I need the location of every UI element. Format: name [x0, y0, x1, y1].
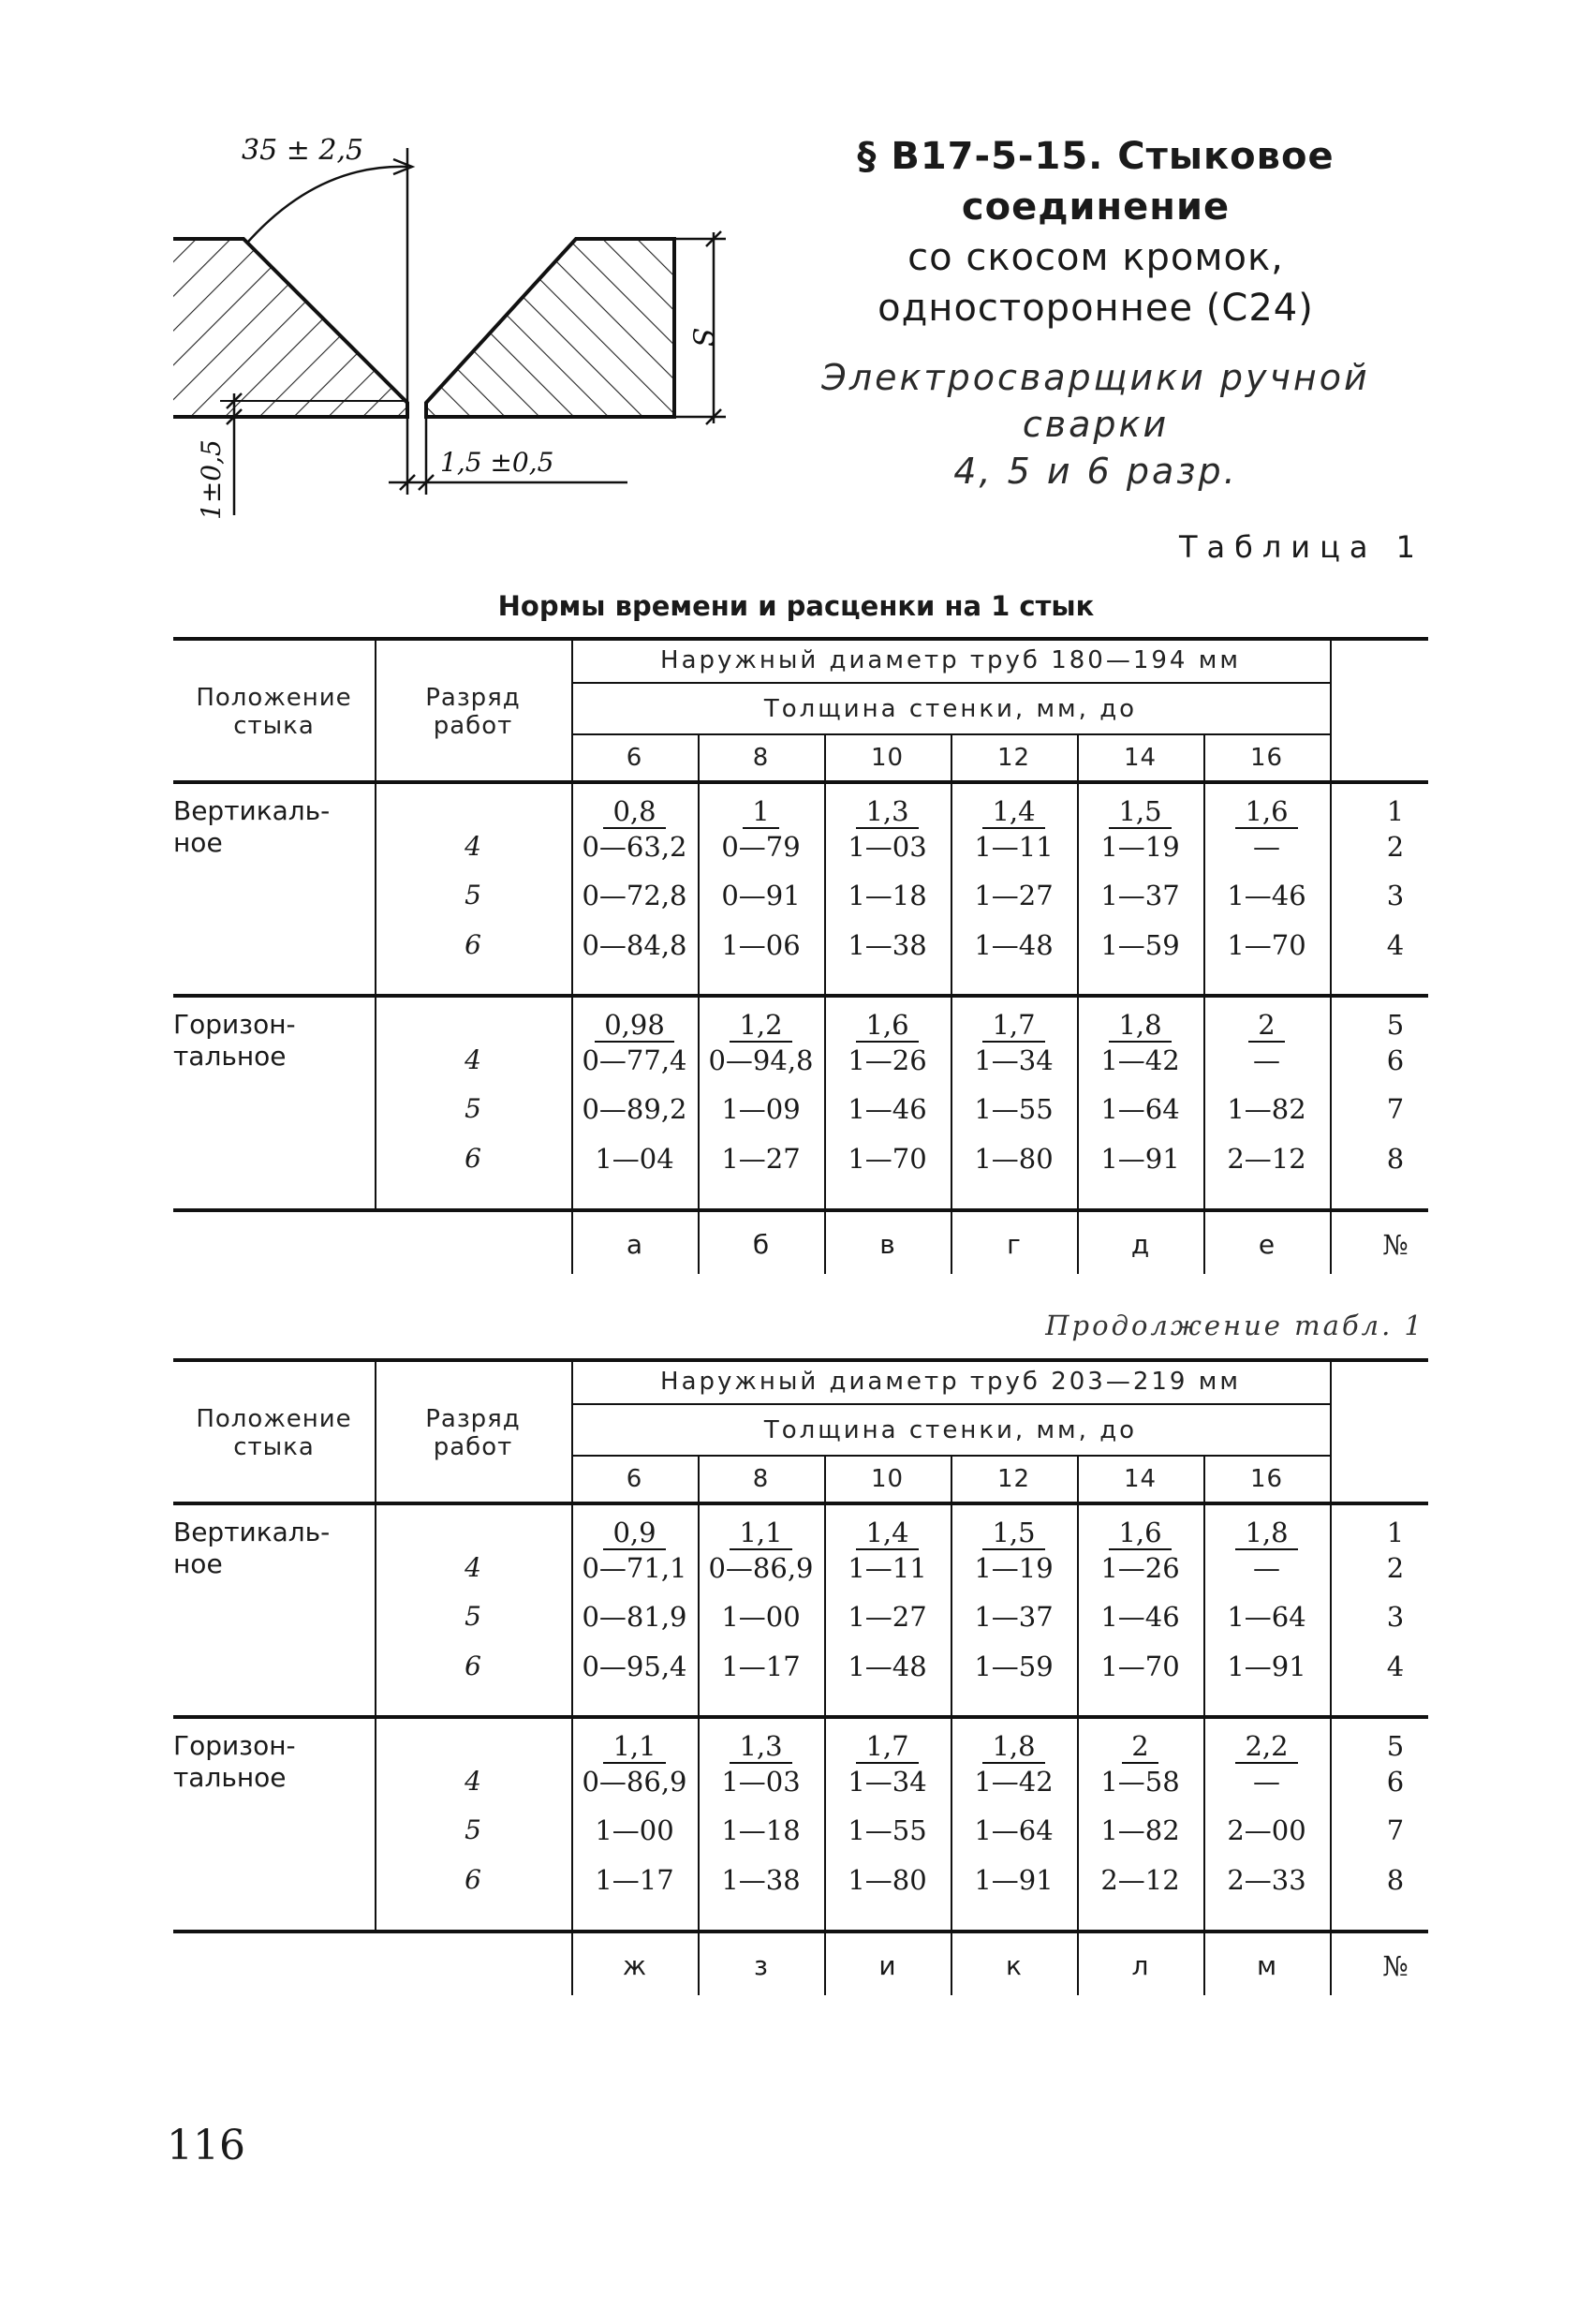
grade-value: 5 [465, 880, 481, 910]
rate-value: 2—33 [1227, 1864, 1306, 1896]
heading-line-3: одностороннее (С24) [878, 287, 1314, 330]
rate-value: 1—18 [721, 1814, 801, 1846]
rate-value: 1—82 [1227, 1093, 1306, 1125]
grade-value: 4 [465, 1044, 481, 1075]
table-label: Таблица 1 [1178, 529, 1424, 565]
rate-value: 1—17 [721, 1650, 801, 1682]
gap-dim-label: 1,5 ±0,5 [440, 447, 554, 478]
norm-time: 0,9 [571, 1517, 698, 1550]
rule-top [173, 637, 1428, 641]
norm-time: 1,5 [1077, 795, 1203, 829]
rate-value: 1—70 [1100, 1650, 1180, 1682]
norm-time: 0,8 [571, 795, 698, 829]
rate-value: 0—86,9 [708, 1552, 814, 1584]
header-position: Положение стыка [196, 684, 352, 740]
rate-value: 1—26 [848, 1044, 927, 1076]
norm-time: 1,1 [571, 1730, 698, 1764]
heading-line-1: § В17-5-15. Стыковое соединение [857, 135, 1335, 229]
thickness-10: 10 [870, 744, 905, 772]
norm-time: 1,1 [698, 1517, 824, 1550]
row-number: 5 [1386, 1730, 1405, 1762]
row-number: 3 [1386, 880, 1405, 911]
rate-value: 0—84,8 [582, 929, 687, 961]
header-grade: Разряд работ [425, 1405, 521, 1461]
rate-value: 1—34 [848, 1766, 927, 1798]
grade-value: 4 [465, 831, 481, 862]
rate-value: 1—04 [595, 1143, 674, 1175]
grade-value: 6 [465, 1650, 481, 1681]
rate-value: 1—34 [974, 1044, 1054, 1076]
thickness-16: 16 [1249, 744, 1284, 772]
rate-value: 0—91 [721, 880, 801, 911]
column-letter: д [1130, 1229, 1150, 1260]
rate-value: 1—19 [1100, 831, 1180, 863]
header-thickness: Толщина стенки, мм, до [763, 1416, 1138, 1444]
row-number: 8 [1386, 1143, 1405, 1175]
column-letter: в [879, 1229, 895, 1260]
rate-value: 1—06 [721, 929, 801, 961]
rate-value: 0—95,4 [582, 1650, 687, 1682]
norm-time: 0,98 [571, 1009, 698, 1043]
thickness-12: 12 [996, 1465, 1031, 1493]
continuation-label: Продолжение табл. 1 [1045, 1310, 1424, 1341]
thickness-8: 8 [752, 744, 770, 772]
header-diameter: Наружный диаметр труб 203—219 мм [660, 1368, 1241, 1396]
norm-time: 2,2 [1203, 1730, 1330, 1764]
row-number: 4 [1386, 1650, 1405, 1682]
rate-value: 1—46 [1227, 880, 1306, 911]
row-number: 3 [1386, 1601, 1405, 1633]
rate-value: 2—12 [1100, 1864, 1180, 1896]
rate-value: 1—91 [1100, 1143, 1180, 1175]
rate-value: 1—37 [1100, 880, 1180, 911]
right-plate [426, 239, 674, 417]
norm-time: 1 [698, 795, 824, 829]
norm-time: 1,8 [1203, 1517, 1330, 1550]
header-thickness: Толщина стенки, мм, до [763, 695, 1138, 723]
rate-value: 0—71,1 [582, 1552, 687, 1584]
rate-value: 1—11 [974, 831, 1054, 863]
rate-value: 1—80 [848, 1864, 927, 1896]
angle-dim-label: 35 ± 2,5 [242, 134, 364, 167]
grade-value: 5 [465, 1814, 481, 1845]
thickness-14: 14 [1123, 1465, 1158, 1493]
rate-value: 1—64 [1227, 1601, 1306, 1633]
norm-time: 1,6 [1203, 795, 1330, 829]
rate-value: 1—64 [1100, 1093, 1180, 1125]
heading-line-2: со скосом кромок, [907, 236, 1284, 279]
rule-header-bottom [173, 780, 1428, 784]
norm-time: 1,7 [951, 1009, 1077, 1043]
rate-value: 1—80 [974, 1143, 1054, 1175]
row-number: 6 [1386, 1766, 1405, 1798]
position-label: Горизон- тальное [173, 1730, 296, 1793]
thickness-dim-label: S [686, 328, 718, 348]
rate-value: 1—64 [974, 1814, 1054, 1846]
rate-value: 1—70 [848, 1143, 927, 1175]
norm-time: 1,2 [698, 1009, 824, 1043]
rate-value: 1—59 [1100, 929, 1180, 961]
grade-value: 5 [465, 1601, 481, 1632]
grade-value: 6 [465, 929, 481, 960]
row-number: 2 [1386, 831, 1405, 863]
rule-body-bottom [173, 1208, 1428, 1212]
norm-time: 1,6 [1077, 1517, 1203, 1550]
rate-value: 1—82 [1100, 1814, 1180, 1846]
rate-value: 1—09 [721, 1093, 801, 1125]
column-letter: а [626, 1229, 643, 1260]
column-letter: е [1258, 1229, 1276, 1260]
thickness-6: 6 [626, 1465, 643, 1493]
rule-v-col-6 [1330, 1358, 1332, 1995]
grade-value: 5 [465, 1093, 481, 1124]
rate-value: 1—42 [974, 1766, 1054, 1798]
norm-time: 1,6 [824, 1009, 951, 1043]
rate-value: 1—00 [721, 1601, 801, 1633]
thickness-8: 8 [752, 1465, 770, 1493]
norms-table-2 [173, 1358, 1428, 1995]
rate-value: 1—42 [1100, 1044, 1180, 1076]
row-number: 1 [1386, 795, 1405, 827]
workers-note [759, 354, 1433, 495]
number-sign: № [1382, 1229, 1409, 1261]
row-number: 2 [1386, 1552, 1405, 1584]
row-number: 8 [1386, 1864, 1405, 1896]
rate-value: — [1253, 1552, 1280, 1584]
weld-joint-diagram [140, 122, 749, 553]
rule-top [173, 1358, 1428, 1362]
rate-value: — [1253, 1766, 1280, 1798]
rule-v-col-6 [1330, 637, 1332, 1274]
rate-value: 1—03 [848, 831, 927, 863]
norm-time: 1,8 [951, 1730, 1077, 1764]
page-number: 116 [167, 2122, 245, 2169]
norm-time: 1,5 [951, 1517, 1077, 1550]
root-face-dim-label: 1±0,5 [196, 439, 227, 520]
norm-time: 1,4 [824, 1517, 951, 1550]
grade-value: 6 [465, 1864, 481, 1895]
rate-value: 1—46 [1100, 1601, 1180, 1633]
rate-value: 1—48 [974, 929, 1054, 961]
rate-value: 1—46 [848, 1093, 927, 1125]
rate-value: 0—94,8 [708, 1044, 814, 1076]
rate-value: 1—00 [595, 1814, 674, 1846]
rate-value: 0—81,9 [582, 1601, 687, 1633]
workers-line-1: Электросварщики ручной сварки [821, 357, 1370, 445]
rule-body-bottom [173, 1930, 1428, 1933]
column-letter: б [752, 1229, 770, 1260]
rate-value: 1—26 [1100, 1552, 1180, 1584]
rate-value: 1—27 [721, 1143, 801, 1175]
rate-value: 1—27 [848, 1601, 927, 1633]
header-position: Положение стыка [196, 1405, 352, 1461]
rate-value: — [1253, 1044, 1280, 1076]
rate-value: 1—38 [721, 1864, 801, 1896]
rule-group-separator [173, 1715, 1428, 1719]
rate-value: — [1253, 831, 1280, 863]
norms-table-1 [173, 637, 1428, 1274]
rule-header-1 [571, 1403, 1330, 1405]
rate-value: 1—11 [848, 1552, 927, 1584]
rate-value: 1—37 [974, 1601, 1054, 1633]
column-letter: з [754, 1950, 768, 1981]
column-letter: г [1007, 1229, 1021, 1260]
rate-value: 1—70 [1227, 929, 1306, 961]
position-label: Вертикаль- ное [173, 1517, 331, 1579]
rate-value: 1—59 [974, 1650, 1054, 1682]
rate-value: 0—86,9 [582, 1766, 687, 1798]
grade-value: 6 [465, 1143, 481, 1174]
norm-time: 1,3 [698, 1730, 824, 1764]
rate-value: 1—17 [595, 1864, 674, 1896]
norm-time: 2 [1203, 1009, 1330, 1043]
rate-value: 0—77,4 [582, 1044, 687, 1076]
left-plate [173, 239, 407, 417]
table-title: Нормы времени и расценки на 1 стык [497, 590, 1095, 622]
rate-value: 1—55 [974, 1093, 1054, 1125]
column-letter: л [1131, 1950, 1149, 1981]
thickness-16: 16 [1249, 1465, 1284, 1493]
rate-value: 1—55 [848, 1814, 927, 1846]
grade-value: 4 [465, 1766, 481, 1797]
rate-value: 1—91 [1227, 1650, 1306, 1682]
rate-value: 0—63,2 [582, 831, 687, 863]
grade-value: 4 [465, 1552, 481, 1583]
section-heading [759, 131, 1433, 333]
rate-value: 1—18 [848, 880, 927, 911]
rate-value: 1—58 [1100, 1766, 1180, 1798]
thickness-6: 6 [626, 744, 643, 772]
position-label: Горизон- тальное [173, 1009, 296, 1072]
header-diameter: Наружный диаметр труб 180—194 мм [660, 646, 1241, 674]
rule-header-1 [571, 682, 1330, 684]
rate-value: 1—03 [721, 1766, 801, 1798]
norm-time: 1,3 [824, 795, 951, 829]
column-letter: ж [622, 1950, 647, 1981]
column-letter: к [1006, 1950, 1022, 1981]
norm-time: 1,8 [1077, 1009, 1203, 1043]
row-number: 7 [1386, 1814, 1405, 1846]
rate-value: 2—12 [1227, 1143, 1306, 1175]
thickness-12: 12 [996, 744, 1031, 772]
rule-group-separator [173, 994, 1428, 998]
rule-header-bottom [173, 1502, 1428, 1505]
row-number: 1 [1386, 1517, 1405, 1548]
thickness-10: 10 [870, 1465, 905, 1493]
row-number: 5 [1386, 1009, 1405, 1041]
workers-line-2: 4, 5 и 6 разр. [953, 451, 1238, 492]
column-letter: м [1256, 1950, 1277, 1981]
norm-time: 1,7 [824, 1730, 951, 1764]
rate-value: 0—72,8 [582, 880, 687, 911]
rate-value: 0—79 [721, 831, 801, 863]
norm-time: 1,4 [951, 795, 1077, 829]
row-number: 7 [1386, 1093, 1405, 1125]
rate-value: 1—19 [974, 1552, 1054, 1584]
rate-value: 1—27 [974, 880, 1054, 911]
thickness-14: 14 [1123, 744, 1158, 772]
rate-value: 1—91 [974, 1864, 1054, 1896]
row-number: 6 [1386, 1044, 1405, 1076]
column-letter: и [878, 1950, 896, 1981]
norm-time: 2 [1077, 1730, 1203, 1764]
rate-value: 2—00 [1227, 1814, 1306, 1846]
rate-value: 0—89,2 [582, 1093, 687, 1125]
rate-value: 1—38 [848, 929, 927, 961]
number-sign: № [1382, 1950, 1409, 1982]
rate-value: 1—48 [848, 1650, 927, 1682]
position-label: Вертикаль- ное [173, 795, 331, 858]
row-number: 4 [1386, 929, 1405, 961]
header-grade: Разряд работ [425, 684, 521, 740]
